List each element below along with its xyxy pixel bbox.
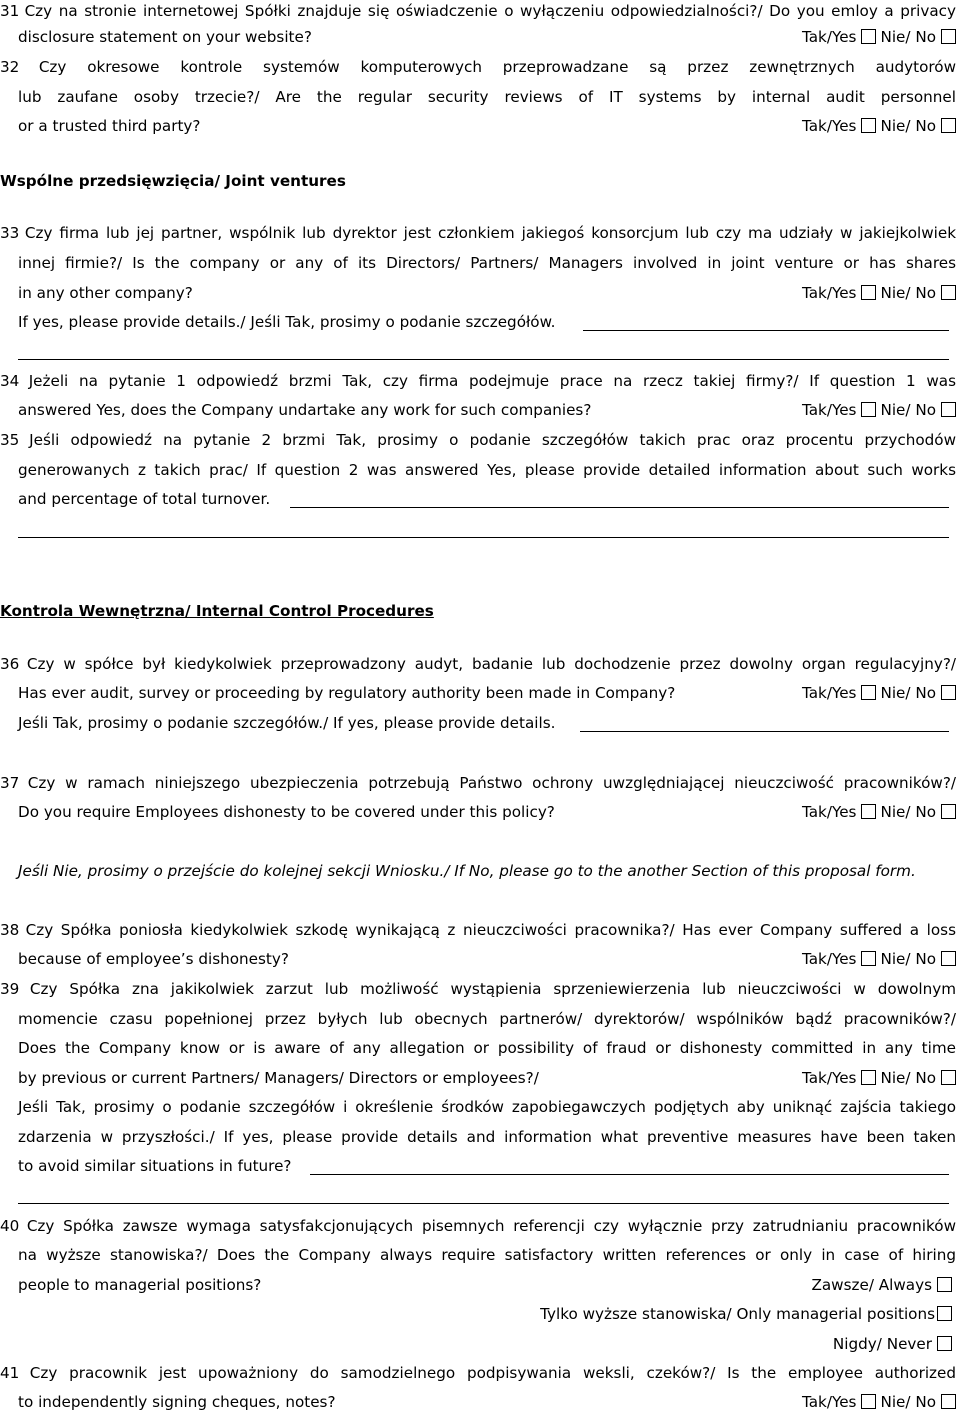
q40-number: 40 — [0, 1217, 20, 1235]
q39-number: 39 — [0, 980, 20, 998]
no-label: Nie/ No — [880, 1069, 936, 1087]
no-label: Nie/ No — [880, 684, 936, 702]
yes-label: Tak/Yes — [801, 1069, 857, 1087]
q36-line-2: Has ever audit, survey or proceeding by regulatory authority been made in Company? — [18, 684, 676, 702]
q31-no-checkbox[interactable] — [941, 29, 956, 44]
q36-yes-checkbox[interactable] — [861, 685, 876, 700]
yes-label: Tak/Yes — [801, 684, 857, 702]
q39-text-1: Czy Spółka zna jakikolwiek zarzut lub możliwość wystąpienia sprzeniewierzenia lub nieuczciwości w dowolnym — [29, 980, 956, 998]
q41-text-1: Czy pracownik jest upoważniony do samodzielnego podpisywania weksli, czeków?/ Is the employee authorized — [29, 1364, 957, 1382]
q33-number: 33 — [0, 224, 20, 242]
q34-no-checkbox[interactable] — [941, 402, 956, 417]
q39-answer — [802, 1067, 956, 1089]
no-label: Nie/ No — [880, 117, 936, 135]
q35-details-line-1[interactable] — [290, 507, 949, 508]
q32-number: 32 — [0, 58, 20, 76]
q35-line-3: and percentage of total turnover. — [18, 490, 271, 508]
q34-yes-checkbox[interactable] — [861, 402, 876, 417]
q37-answer — [802, 801, 956, 823]
q33-line-4: If yes, please provide details./ Jeśli Tak, prosimy o podanie szczegółów. — [18, 313, 556, 331]
q39-line-4: by previous or current Partners/ Managers/ Directors or employees?/ — [18, 1069, 539, 1087]
q39-yes-checkbox[interactable] — [861, 1070, 876, 1085]
q40-option-never — [833, 1333, 956, 1355]
q32-line-3: or a trusted third party? — [18, 117, 201, 135]
q38-text-1: Czy Spółka poniosła kiedykolwiek szkodę wynikającą z nieuczciwości pracownika?/ Has ever Company suffered a loss — [25, 921, 957, 939]
q34-answer — [802, 399, 956, 421]
q37-yes-checkbox[interactable] — [861, 804, 876, 819]
q33-text-1: Czy firma lub jej partner, wspólnik lub dyrektor jest członkiem jakiegoś konsorcjum lub czy ma udziały w jakiejkolwiek — [24, 224, 957, 242]
section-heading-internal-control — [0, 600, 434, 622]
q31-text-1: Czy na stronie internetowej Spółki znajduje się oświadczenie o wyłączeniu odpowiedzialności?/ Do you emloy a privacy — [24, 2, 957, 20]
q31-answer — [802, 26, 956, 48]
q35-details-line-2[interactable] — [18, 537, 949, 538]
q40-text-1: Czy Spółka zawsze wymaga satysfakcjonujących pisemnych referencji czy wyłącznie przy zatrudnianiu pracowników — [26, 1217, 956, 1235]
q31-line-1 — [0, 0, 956, 22]
q32-line-2: lub zaufane osoby trzecie?/ Are the regular security reviews of IT systems by internal audit personnel — [18, 88, 956, 106]
q37-number: 37 — [0, 774, 20, 792]
q35-text-1: Jeśli odpowiedź na pytanie 2 brzmi Tak, prosimy o podanie szczegółów takich prac oraz procentu przychodów — [29, 431, 956, 449]
q33-line-3: in any other company? — [18, 284, 193, 302]
section-heading-joint-ventures: Wspólne przedsięwzięcia/ Joint ventures — [0, 172, 346, 190]
q34-number: 34 — [0, 372, 20, 390]
q33-details-line-2[interactable] — [18, 359, 949, 360]
q38-number: 38 — [0, 921, 20, 939]
q41-yes-checkbox[interactable] — [861, 1394, 876, 1409]
q40-line-1 — [0, 1215, 956, 1237]
q39-no-checkbox[interactable] — [941, 1070, 956, 1085]
q39-details-line-2[interactable] — [18, 1203, 949, 1204]
q31-number: 31 — [0, 2, 20, 20]
q36-text-1: Czy w spółce był kiedykolwiek przeprowadzony audyt, badanie lub dochodzenie przez dowolny organ regulacyjny?/ — [26, 655, 956, 673]
q31-yes-checkbox[interactable] — [861, 29, 876, 44]
no-label: Nie/ No — [880, 401, 936, 419]
q40-managerial-checkbox[interactable] — [937, 1306, 952, 1321]
q34-line-2: answered Yes, does the Company undartake any work for such companies? — [18, 401, 592, 419]
q41-answer — [802, 1391, 956, 1413]
q32-no-checkbox[interactable] — [941, 118, 956, 133]
q31-line-2: disclosure statement on your website? — [18, 28, 312, 46]
q35-line-1 — [0, 429, 956, 451]
q37-no-checkbox[interactable] — [941, 804, 956, 819]
q32-answer — [802, 115, 956, 137]
q36-line-1 — [0, 653, 956, 675]
q40-option-always — [811, 1274, 956, 1296]
q36-number: 36 — [0, 655, 20, 673]
q41-number: 41 — [0, 1364, 20, 1382]
q35-line-2: generowanych z takich prac/ If question 2 was answered Yes, please provide detailed information about such works — [18, 461, 956, 479]
q38-line-2: because of employee’s dishonesty? — [18, 950, 289, 968]
no-label: Nie/ No — [880, 803, 936, 821]
q37-line-2: Do you require Employees dishonesty to be covered under this policy? — [18, 803, 555, 821]
q36-details-line[interactable] — [580, 731, 949, 732]
q39-line-7: to avoid similar situations in future? — [18, 1157, 292, 1175]
q39-line-6: zdarzenia w przyszłości./ If yes, please provide details and information what preventive measures have been taken — [18, 1128, 956, 1146]
q36-no-checkbox[interactable] — [941, 685, 956, 700]
yes-label: Tak/Yes — [801, 950, 857, 968]
q34-line-1 — [0, 370, 956, 392]
no-label: Nie/ No — [880, 284, 936, 302]
q33-line-1 — [0, 222, 956, 244]
no-label: Nie/ No — [880, 28, 936, 46]
yes-label: Tak/Yes — [801, 1393, 857, 1411]
yes-label: Tak/Yes — [801, 117, 857, 135]
q40-option-managerial-label: Tylko wyższe stanowiska/ Only managerial positions — [540, 1305, 935, 1323]
q40-option-never-label: Nigdy/ Never — [832, 1335, 932, 1353]
q39-details-line-1[interactable] — [310, 1174, 949, 1175]
q40-line-3: people to managerial positions? — [18, 1276, 262, 1294]
q37-text-1: Czy w ramach niniejszego ubezpieczenia potrzebują Państwo ochrony uwzględniającej nieuczciwość pracowników?/ — [27, 774, 957, 792]
yes-label: Tak/Yes — [801, 803, 857, 821]
q34-text-1: Jeżeli na pytanie 1 odpowiedź brzmi Tak, czy firma podejmuje prace na rzecz takiej firmy?/ If question 1 was — [28, 372, 956, 390]
yes-label: Tak/Yes — [801, 28, 857, 46]
yes-label: Tak/Yes — [801, 284, 857, 302]
q40-option-managerial — [540, 1303, 956, 1325]
q41-no-checkbox[interactable] — [941, 1394, 956, 1409]
q33-details-line-1[interactable] — [583, 330, 949, 331]
q41-line-2: to independently signing cheques, notes? — [18, 1393, 336, 1411]
q32-yes-checkbox[interactable] — [861, 118, 876, 133]
q33-no-checkbox[interactable] — [941, 285, 956, 300]
skip-section-note: Jeśli Nie, prosimy o przejście do kolejnej sekcji Wniosku./ If No, please go to the another Section of this proposal form. — [18, 862, 916, 880]
q40-always-checkbox[interactable] — [937, 1277, 952, 1292]
no-label: Nie/ No — [880, 950, 936, 968]
q37-line-1 — [0, 772, 956, 794]
q32-line-1 — [0, 56, 956, 78]
q38-no-checkbox[interactable] — [941, 951, 956, 966]
q33-answer — [802, 282, 956, 304]
q40-option-always-label: Zawsze/ Always — [811, 1276, 932, 1294]
q40-line-2: na wyższe stanowiska?/ Does the Company always require satisfactory written references or only in case of hiring — [18, 1246, 956, 1264]
q38-line-1 — [0, 919, 956, 941]
yes-label: Tak/Yes — [801, 401, 857, 419]
section-internal-text: Kontrola Wewnętrzna/ Internal Control Procedures — [0, 602, 434, 620]
q39-line-1 — [0, 978, 956, 1000]
q38-yes-checkbox[interactable] — [861, 951, 876, 966]
q40-never-checkbox[interactable] — [937, 1336, 952, 1351]
no-label: Nie/ No — [880, 1393, 936, 1411]
q39-line-2: momencie czasu popełnionej przez byłych lub obecnych partnerów/ dyrektorów/ wspólników bądź pracowników?/ — [18, 1010, 956, 1028]
q33-yes-checkbox[interactable] — [861, 285, 876, 300]
q32-text-1: Czy okresowe kontrole systemów komputerowych przeprowadzane są przez zewnętrznych audytorów — [38, 58, 957, 76]
q39-line-5: Jeśli Tak, prosimy o podanie szczegółów i określenie środków zapobiegawczych podjętych aby uniknąć zajścia takiego — [18, 1098, 956, 1116]
q36-line-3: Jeśli Tak, prosimy o podanie szczegółów./ If yes, please provide details. — [18, 714, 556, 732]
q36-answer — [802, 682, 956, 704]
q38-answer — [802, 948, 956, 970]
q39-line-3: Does the Company know or is aware of any allegation or possibility of fraud or dishonesty committed in any time — [18, 1039, 956, 1057]
q33-line-2: innej firmie?/ Is the company or any of its Directors/ Partners/ Managers involved in joint venture or has shares — [18, 254, 956, 272]
q41-line-1 — [0, 1362, 956, 1384]
q35-number: 35 — [0, 431, 20, 449]
